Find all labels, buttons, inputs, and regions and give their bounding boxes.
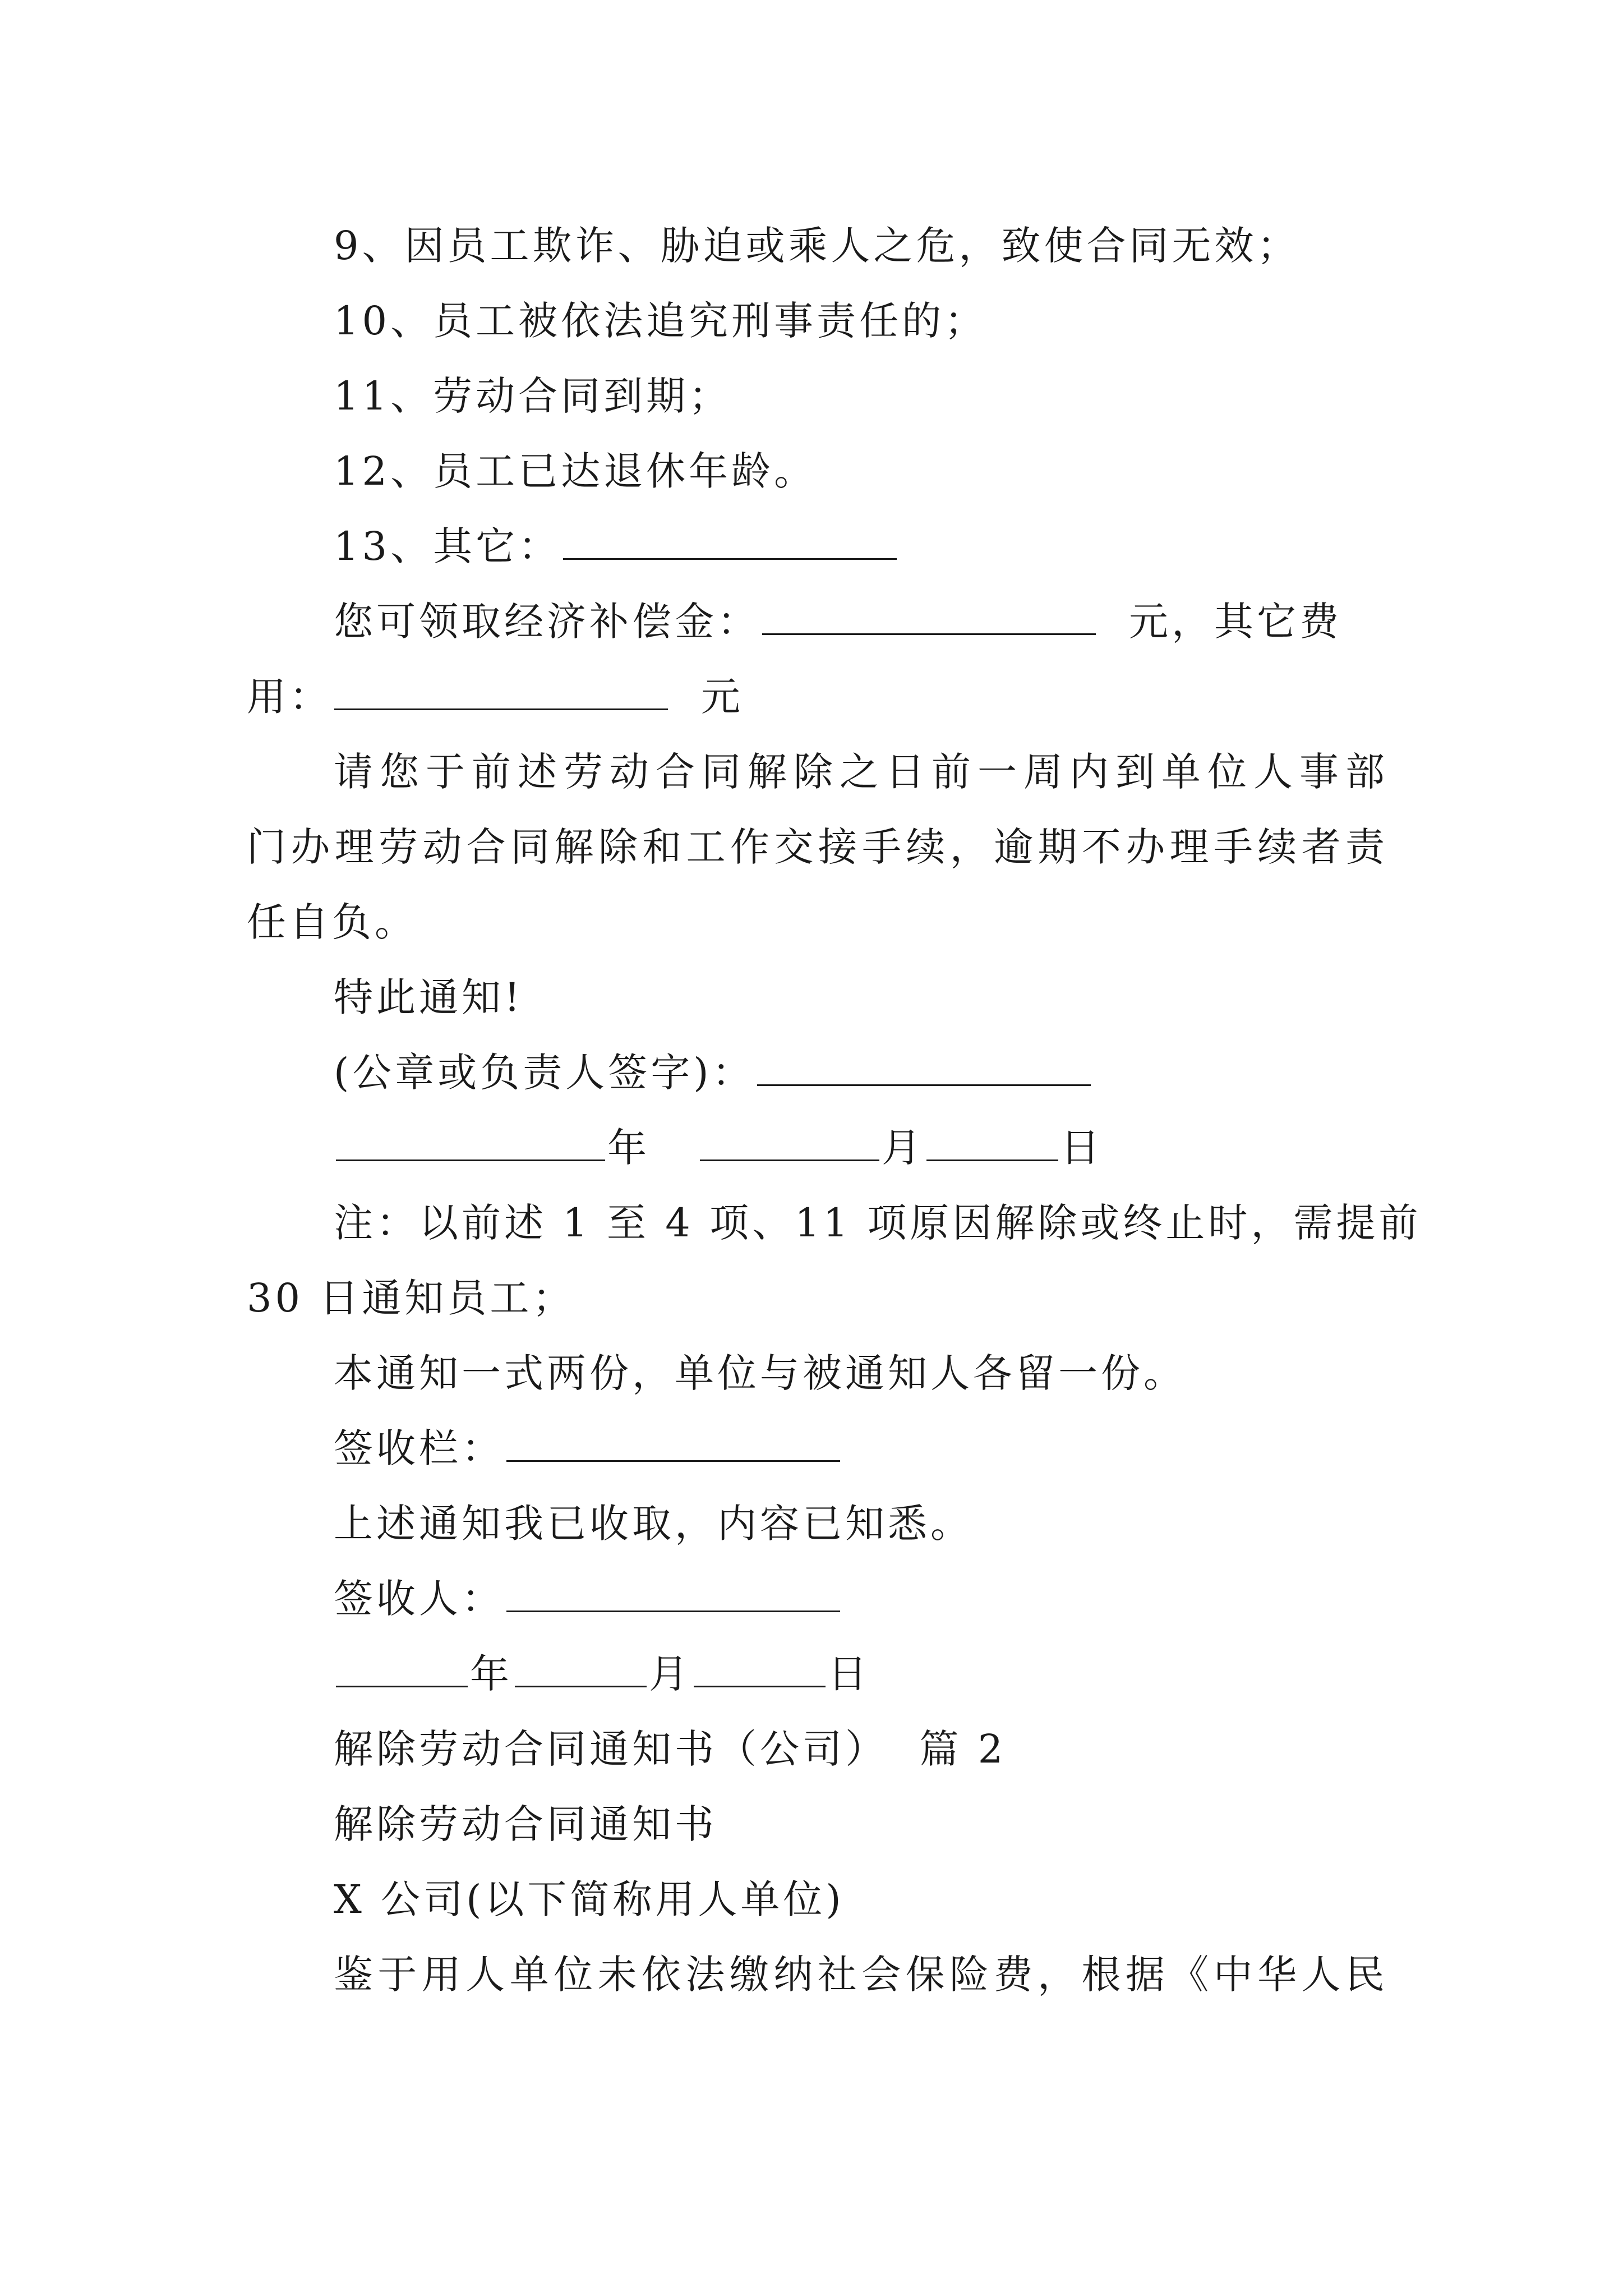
clause-12 [334,433,1388,509]
clause-12-text: 12、员工已达退休年龄。 [334,448,817,494]
clause-10 [334,283,1388,359]
other-fee-line [247,659,1301,735]
clause-11-text: 11、劳动合同到期； [334,373,732,419]
compensation-blank [762,594,1096,635]
notice-title-text: 解除劳动合同通知书 [334,1801,717,1847]
section-heading-text: 解除劳动合同通知书（公司） 篇 2 [334,1726,1007,1772]
acknowledgement-line [334,1485,1388,1562]
receipt-date-line [334,1636,1388,1712]
notice-title [334,1786,1388,1862]
notice-month-blank [700,1120,879,1161]
notice-month-label: 月 [882,1125,924,1171]
compensation-line [334,583,1388,660]
notice-closing [334,959,1388,1036]
receipt-month-blank [515,1646,647,1687]
receipt-year-label: 年 [470,1651,513,1697]
other-fee-label: 用： [247,674,332,720]
seal-signature-line [334,1034,1388,1111]
receipt-field-blank [506,1421,840,1462]
clause-13-text: 13、其它： [334,523,561,569]
other-reason-blank [563,519,897,560]
receipt-day-label: 日 [828,1651,870,1697]
addressee-line [334,1861,1388,1938]
notice-year-blank [336,1120,605,1161]
paragraph-line-1 [334,734,1388,810]
paragraph-line-2 [247,809,1388,885]
seal-signature-blank [757,1045,1091,1086]
receipt-field-line [334,1410,1388,1487]
notice-date-line [334,1110,1388,1186]
receipt-month-label: 月 [649,1651,691,1697]
clause-11 [334,358,1388,434]
notice-day-label: 日 [1061,1125,1103,1171]
clause-9-text: 9、因员工欺诈、胁迫或乘人之危，致使合同无效； [334,223,1300,269]
receipt-year-blank [336,1646,468,1687]
section-heading [334,1711,1388,1787]
paragraph-text-3: 任自负。 [247,899,417,945]
note-text-1: 注：以前述 1 至 4 项、11 项原因解除或终止时，需提前 [334,1200,1422,1246]
compensation-unit: 元，其它费 [1129,599,1342,645]
signer-label: 签收人： [334,1576,504,1622]
signer-blank [506,1571,840,1612]
clause-9 [334,208,1388,284]
paragraph-text-1: 请您于前述劳动合同解除之日前一周内到单位人事部 [334,749,1388,795]
other-fee-blank [334,669,668,710]
paragraph-line-3 [247,884,1301,960]
notice-closing-text: 特此通知! [334,974,524,1020]
clause-13 [334,508,1388,585]
other-fee-unit: 元 [701,674,744,720]
note-text-2: 30 日通知员工； [247,1275,575,1321]
addressee-text: X 公司(以下简称用人单位) [334,1876,845,1922]
notice-day-blank [926,1120,1058,1161]
clause-10-text: 10、员工被依法追究刑事责任的； [334,298,988,344]
body-line-1 [334,1936,1388,2013]
copies-text: 本通知一式两份，单位与被通知人各留一份。 [334,1350,1186,1396]
paragraph-text-2: 门办理劳动合同解除和工作交接手续，逾期不办理手续者责 [247,824,1388,870]
signer-line [334,1561,1388,1637]
receipt-field-label: 签收栏： [334,1425,504,1471]
note-line-2 [247,1260,1301,1336]
copies-line [334,1335,1388,1411]
receipt-day-blank [694,1646,826,1687]
note-line-1 [334,1185,1422,1261]
seal-signature-label: (公章或负责人签字)： [334,1050,755,1096]
compensation-label: 您可领取经济补偿金： [334,599,760,645]
notice-year-label: 年 [607,1125,650,1171]
body-text-1: 鉴于用人单位未依法缴纳社会保险费，根据《中华人民 [334,1952,1388,1998]
acknowledgement-text: 上述通知我已收取，内容已知悉。 [334,1501,973,1547]
